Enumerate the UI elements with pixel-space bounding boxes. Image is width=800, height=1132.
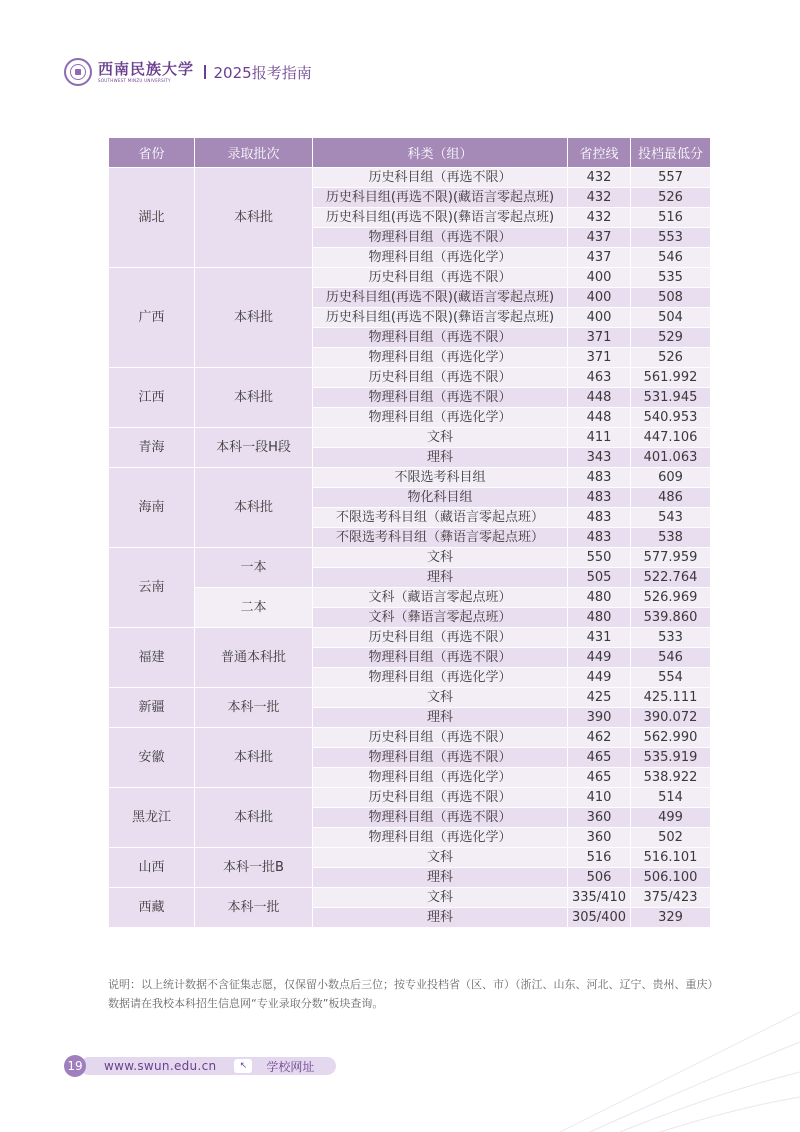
category-cell: 理科 xyxy=(313,908,568,928)
page-number: 19 xyxy=(64,1055,86,1077)
province-cell: 湖北 xyxy=(109,168,195,268)
category-cell: 理科 xyxy=(313,868,568,888)
min-score-cell: 506.100 xyxy=(631,868,711,888)
min-score-cell: 526 xyxy=(631,348,711,368)
category-cell: 物理科目组（再选不限） xyxy=(313,648,568,668)
category-cell: 物理科目组（再选化学） xyxy=(313,768,568,788)
control-line-cell: 505 xyxy=(568,568,631,588)
control-line-cell: 400 xyxy=(568,308,631,328)
category-cell: 文科 xyxy=(313,548,568,568)
batch-cell: 本科批 xyxy=(195,468,313,548)
min-score-cell: 508 xyxy=(631,288,711,308)
control-line-cell: 483 xyxy=(568,508,631,528)
control-line-cell: 335/410 xyxy=(568,888,631,908)
category-cell: 理科 xyxy=(313,448,568,468)
category-cell: 历史科目组（再选不限） xyxy=(313,268,568,288)
category-cell: 理科 xyxy=(313,568,568,588)
min-score-cell: 531.945 xyxy=(631,388,711,408)
province-cell: 安徽 xyxy=(109,728,195,788)
table-row xyxy=(109,628,711,648)
category-cell: 物理科目组（再选不限） xyxy=(313,808,568,828)
control-line-cell: 465 xyxy=(568,768,631,788)
header-divider xyxy=(204,65,206,79)
min-score-cell: 561.992 xyxy=(631,368,711,388)
control-line-cell: 462 xyxy=(568,728,631,748)
category-cell: 物理科目组（再选不限） xyxy=(313,328,568,348)
min-score-cell: 546 xyxy=(631,648,711,668)
province-cell: 新疆 xyxy=(109,688,195,728)
guide-title: 2025报考指南 xyxy=(213,63,312,82)
min-score-cell: 447.106 xyxy=(631,428,711,448)
table-row xyxy=(109,728,711,748)
min-score-cell: 526 xyxy=(631,188,711,208)
min-score-cell: 522.764 xyxy=(631,568,711,588)
category-cell: 理科 xyxy=(313,708,568,728)
header-control-line: 省控线 xyxy=(568,138,631,168)
control-line-cell: 483 xyxy=(568,488,631,508)
province-cell: 西藏 xyxy=(109,888,195,928)
table-row xyxy=(109,788,711,808)
category-cell: 物理科目组（再选化学） xyxy=(313,408,568,428)
control-line-cell: 360 xyxy=(568,828,631,848)
province-cell: 广西 xyxy=(109,268,195,368)
table-row xyxy=(109,688,711,708)
control-line-cell: 400 xyxy=(568,288,631,308)
min-score-cell: 499 xyxy=(631,808,711,828)
table-row xyxy=(109,848,711,868)
website-url[interactable]: www.swun.edu.cn xyxy=(104,1059,217,1073)
category-cell: 物理科目组（再选不限） xyxy=(313,228,568,248)
category-cell: 不限选考科目组（藏语言零起点班） xyxy=(313,508,568,528)
page-footer xyxy=(64,1055,336,1077)
batch-cell: 一本 xyxy=(195,548,313,588)
min-score-cell: 546 xyxy=(631,248,711,268)
category-cell: 历史科目组（再选不限） xyxy=(313,368,568,388)
min-score-cell: 577.959 xyxy=(631,548,711,568)
control-line-cell: 448 xyxy=(568,388,631,408)
website-label: 学校网址 xyxy=(266,1059,315,1074)
batch-cell: 本科批 xyxy=(195,268,313,368)
table-row xyxy=(109,588,711,608)
province-cell: 云南 xyxy=(109,548,195,628)
category-cell: 历史科目组(再选不限)(彝语言零起点班) xyxy=(313,208,568,228)
table-note: 说明：以上统计数据不含征集志愿，仅保留小数点后三位；按专业投档省（区、市）（浙江、山东、河北、辽宁、贵州、重庆）数据请在我校本科招生信息网“专业录取分数”板块查询。 xyxy=(108,978,713,1010)
control-line-cell: 425 xyxy=(568,688,631,708)
min-score-cell: 553 xyxy=(631,228,711,248)
logo-english-name: SOUTHWEST MINZU UNIVERSITY xyxy=(98,77,171,83)
table-header-row xyxy=(109,138,711,168)
page-header xyxy=(64,56,312,88)
category-cell: 物理科目组（再选不限） xyxy=(313,388,568,408)
category-cell: 文科（彝语言零起点班） xyxy=(313,608,568,628)
control-line-cell: 371 xyxy=(568,348,631,368)
category-cell: 文科 xyxy=(313,888,568,908)
batch-cell: 本科批 xyxy=(195,728,313,788)
header-batch: 录取批次 xyxy=(195,138,313,168)
control-line-cell: 516 xyxy=(568,848,631,868)
min-score-cell: 401.063 xyxy=(631,448,711,468)
control-line-cell: 448 xyxy=(568,408,631,428)
min-score-cell: 535 xyxy=(631,268,711,288)
min-score-cell: 562.990 xyxy=(631,728,711,748)
min-score-cell: 540.953 xyxy=(631,408,711,428)
category-cell: 物理科目组（再选化学） xyxy=(313,248,568,268)
category-cell: 历史科目组（再选不限） xyxy=(313,728,568,748)
category-cell: 物理科目组（再选化学） xyxy=(313,348,568,368)
control-line-cell: 360 xyxy=(568,808,631,828)
category-cell: 历史科目组(再选不限)(藏语言零起点班) xyxy=(313,288,568,308)
header-min-score: 投档最低分 xyxy=(631,138,711,168)
table-row xyxy=(109,428,711,448)
category-cell: 文科（藏语言零起点班） xyxy=(313,588,568,608)
batch-cell: 本科一批B xyxy=(195,848,313,888)
header-province: 省份 xyxy=(109,138,195,168)
category-cell: 文科 xyxy=(313,428,568,448)
province-cell: 福建 xyxy=(109,628,195,688)
table-row xyxy=(109,888,711,908)
province-cell: 青海 xyxy=(109,428,195,468)
control-line-cell: 432 xyxy=(568,208,631,228)
min-score-cell: 504 xyxy=(631,308,711,328)
batch-cell: 本科批 xyxy=(195,368,313,428)
control-line-cell: 390 xyxy=(568,708,631,728)
min-score-cell: 557 xyxy=(631,168,711,188)
province-cell: 黑龙江 xyxy=(109,788,195,848)
batch-cell: 本科一批 xyxy=(195,888,313,928)
min-score-cell: 329 xyxy=(631,908,711,928)
control-line-cell: 449 xyxy=(568,668,631,688)
province-cell: 山西 xyxy=(109,848,195,888)
min-score-cell: 486 xyxy=(631,488,711,508)
min-score-cell: 375/423 xyxy=(631,888,711,908)
website-link[interactable] xyxy=(80,1057,336,1075)
control-line-cell: 550 xyxy=(568,548,631,568)
min-score-cell: 516.101 xyxy=(631,848,711,868)
min-score-cell: 543 xyxy=(631,508,711,528)
min-score-cell: 538 xyxy=(631,528,711,548)
min-score-cell: 425.111 xyxy=(631,688,711,708)
batch-cell: 本科批 xyxy=(195,788,313,848)
category-cell: 物理科目组（再选化学） xyxy=(313,668,568,688)
category-cell: 历史科目组（再选不限） xyxy=(313,788,568,808)
min-score-cell: 609 xyxy=(631,468,711,488)
category-cell: 历史科目组(再选不限)(彝语言零起点班) xyxy=(313,308,568,328)
category-cell: 不限选考科目组（彝语言零起点班） xyxy=(313,528,568,548)
batch-cell: 本科批 xyxy=(195,168,313,268)
category-cell: 不限选考科目组 xyxy=(313,468,568,488)
control-line-cell: 343 xyxy=(568,448,631,468)
control-line-cell: 480 xyxy=(568,588,631,608)
university-seal-icon xyxy=(64,58,92,86)
logo-chinese-name: 西南民族大学 xyxy=(98,59,195,78)
batch-cell: 本科一批 xyxy=(195,688,313,728)
control-line-cell: 483 xyxy=(568,468,631,488)
min-score-cell: 390.072 xyxy=(631,708,711,728)
min-score-cell: 533 xyxy=(631,628,711,648)
control-line-cell: 437 xyxy=(568,228,631,248)
category-cell: 物化科目组 xyxy=(313,488,568,508)
control-line-cell: 400 xyxy=(568,268,631,288)
control-line-cell: 449 xyxy=(568,648,631,668)
batch-cell: 二本 xyxy=(195,588,313,628)
category-cell: 历史科目组(再选不限)(藏语言零起点班) xyxy=(313,188,568,208)
min-score-cell: 535.919 xyxy=(631,748,711,768)
province-cell: 江西 xyxy=(109,368,195,428)
min-score-cell: 526.969 xyxy=(631,588,711,608)
control-line-cell: 411 xyxy=(568,428,631,448)
control-line-cell: 410 xyxy=(568,788,631,808)
table-row xyxy=(109,548,711,568)
table-body xyxy=(109,168,711,928)
university-logo xyxy=(98,61,194,84)
min-score-cell: 538.922 xyxy=(631,768,711,788)
cursor-icon: ↖ xyxy=(234,1059,252,1073)
table-row xyxy=(109,468,711,488)
min-score-cell: 554 xyxy=(631,668,711,688)
control-line-cell: 431 xyxy=(568,628,631,648)
min-score-cell: 502 xyxy=(631,828,711,848)
batch-cell: 普通本科批 xyxy=(195,628,313,688)
control-line-cell: 465 xyxy=(568,748,631,768)
category-cell: 历史科目组（再选不限） xyxy=(313,628,568,648)
min-score-cell: 514 xyxy=(631,788,711,808)
category-cell: 历史科目组（再选不限） xyxy=(313,168,568,188)
control-line-cell: 483 xyxy=(568,528,631,548)
table-row xyxy=(109,368,711,388)
control-line-cell: 305/400 xyxy=(568,908,631,928)
control-line-cell: 480 xyxy=(568,608,631,628)
control-line-cell: 506 xyxy=(568,868,631,888)
batch-cell: 本科一段H段 xyxy=(195,428,313,468)
min-score-cell: 516 xyxy=(631,208,711,228)
control-line-cell: 437 xyxy=(568,248,631,268)
table-row xyxy=(109,268,711,288)
control-line-cell: 371 xyxy=(568,328,631,348)
header-category: 科类（组） xyxy=(313,138,568,168)
category-cell: 物理科目组（再选化学） xyxy=(313,828,568,848)
min-score-cell: 529 xyxy=(631,328,711,348)
category-cell: 文科 xyxy=(313,688,568,708)
control-line-cell: 432 xyxy=(568,188,631,208)
province-cell: 海南 xyxy=(109,468,195,548)
table-row xyxy=(109,168,711,188)
category-cell: 物理科目组（再选不限） xyxy=(313,748,568,768)
control-line-cell: 463 xyxy=(568,368,631,388)
admission-score-table xyxy=(108,137,711,928)
min-score-cell: 539.860 xyxy=(631,608,711,628)
category-cell: 文科 xyxy=(313,848,568,868)
control-line-cell: 432 xyxy=(568,168,631,188)
